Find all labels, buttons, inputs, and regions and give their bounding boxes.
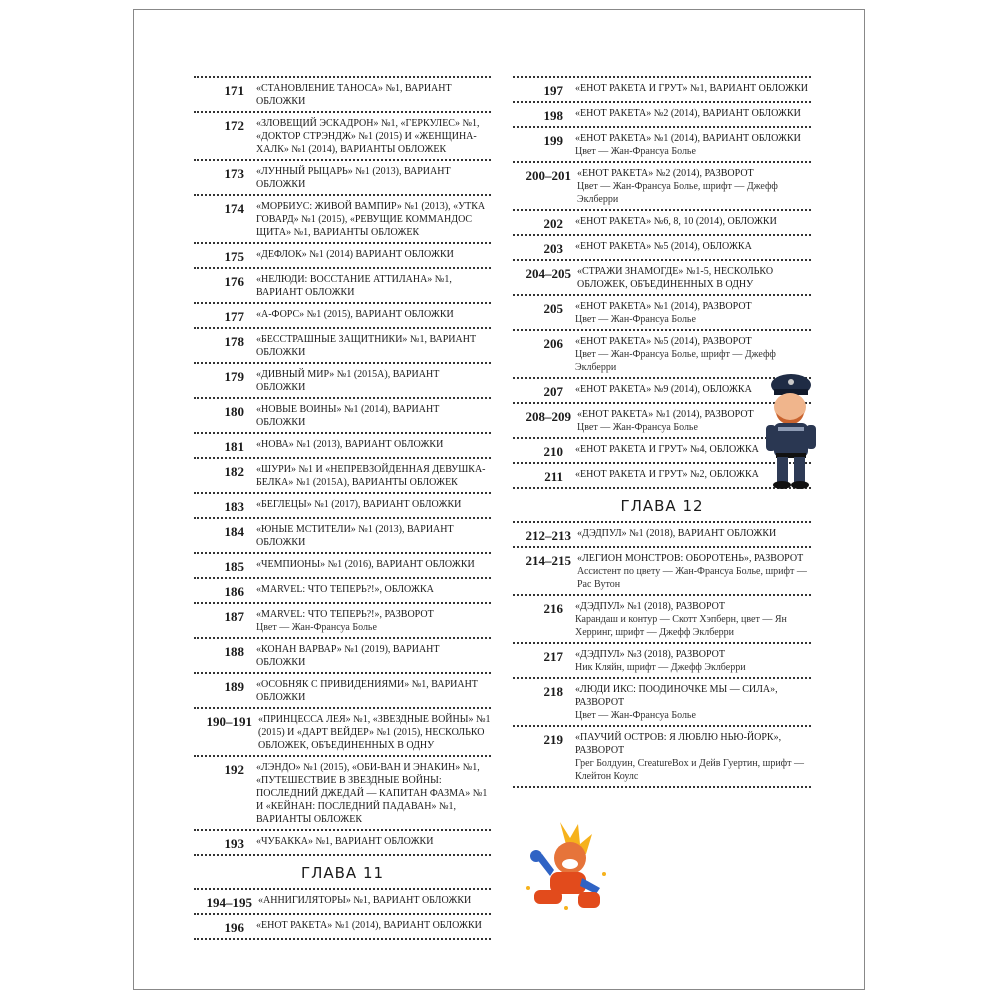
entry-text — [256, 608, 491, 634]
page-number: 190–191 — [206, 714, 252, 729]
entry-text — [256, 308, 491, 324]
entry-text — [575, 300, 811, 326]
entry-title: «ЕНОТ РАКЕТА» №2 (2014), ВАРИАНТ ОБЛОЖКИ — [575, 108, 801, 119]
entry-text — [256, 558, 491, 574]
entry-text — [256, 678, 491, 704]
page-number: 219 — [543, 732, 563, 747]
list-item — [194, 492, 491, 517]
entry-text — [575, 132, 811, 158]
list-item — [194, 76, 491, 111]
entry-text — [256, 248, 491, 264]
entry-text — [256, 273, 491, 299]
entry-title: «ЮНЫЕ МСТИТЕЛИ» №1 (2013), ВАРИАНТ ОБЛОЖКИ — [256, 524, 454, 548]
entry-text — [577, 527, 811, 543]
page-number: 192 — [224, 762, 244, 777]
entry-text — [575, 683, 811, 722]
entry-text — [256, 523, 491, 549]
page-number: 200–201 — [525, 168, 571, 183]
page-number: 205 — [543, 301, 563, 316]
entry-title: «ДЭДПУЛ» №1 (2018), ВАРИАНТ ОБЛОЖКИ — [577, 528, 777, 539]
page-number: 206 — [543, 336, 563, 351]
entry-text — [256, 117, 491, 156]
entry-credit: Ник Кляйн, шрифт — Джефф Эклберри — [575, 662, 746, 673]
list-item — [513, 161, 811, 209]
page-number: 175 — [224, 249, 244, 264]
entry-text — [575, 600, 811, 639]
list-item — [194, 517, 491, 552]
page-number: 210 — [543, 444, 563, 459]
entry-title: «НОВА» №1 (2013), ВАРИАНТ ОБЛОЖКИ — [256, 439, 444, 450]
list-item — [513, 521, 811, 546]
entry-text — [256, 835, 491, 851]
page-number: 197 — [543, 83, 563, 98]
entry-title: «ЧЕМПИОНЫ» №1 (2016), ВАРИАНТ ОБЛОЖКИ — [256, 559, 475, 570]
entry-title: «ЕНОТ РАКЕТА» №6, 8, 10 (2014), ОБЛОЖКИ — [575, 216, 777, 227]
entry-title: «ШУРИ» №1 И «НЕПРЕВЗОЙДЕННАЯ ДЕВУШКА-БЕЛКА» №1 (2015А), ВАРИАНТЫ ОБЛОЖЕК — [256, 464, 486, 488]
list-item — [194, 829, 491, 856]
entry-credit: Цвет — Жан-Франсуа Болье, шрифт — Джефф Эклберри — [577, 181, 778, 205]
entry-title: «ЕНОТ РАКЕТА И ГРУТ» №4, ОБЛОЖКА — [575, 444, 759, 455]
entry-title: «ЕНОТ РАКЕТА» №9 (2014), ОБЛОЖКА — [575, 384, 752, 395]
page-number: 214–215 — [525, 553, 571, 568]
list-item — [194, 194, 491, 242]
list-item — [513, 126, 811, 161]
page-number: 183 — [224, 499, 244, 514]
page-number: 218 — [543, 684, 563, 699]
list-item — [513, 259, 811, 294]
entry-text — [577, 552, 811, 591]
page-number: 196 — [224, 920, 244, 935]
entry-credit: Карандаш и контур — Скотт Хэпберн, цвет — Ян Херринг, шрифт — Джефф Эклберри — [575, 614, 787, 638]
left-entries-chapter-10 — [194, 76, 491, 856]
entry-title: «MARVEL: ЧТО ТЕПЕРЬ?!», ОБЛОЖКА — [256, 584, 434, 595]
entry-title: «ЕНОТ РАКЕТА» №1 (2014), РАЗВОРОТ — [577, 409, 754, 420]
entry-text — [256, 438, 491, 454]
entry-title: «ЛЮДИ ИКС: ПООДИНОЧКЕ МЫ — СИЛА», РАЗВОРОТ — [575, 684, 778, 708]
list-item — [513, 725, 811, 788]
entry-text — [256, 583, 491, 599]
page-number: 208–209 — [525, 409, 571, 424]
list-item — [194, 707, 491, 755]
entry-text — [256, 165, 491, 191]
entry-text — [258, 713, 491, 752]
left-column — [194, 76, 491, 940]
page-number: 177 — [224, 309, 244, 324]
page-number: 172 — [224, 118, 244, 133]
page-number: 179 — [224, 369, 244, 384]
page-number: 174 — [224, 201, 244, 216]
entry-title: «ПАУЧИЙ ОСТРОВ: Я ЛЮБЛЮ НЬЮ-ЙОРК», РАЗВОРОТ — [575, 732, 782, 756]
list-item — [194, 111, 491, 159]
chapter-heading-11: ГЛАВА 11 — [300, 864, 385, 882]
page-number: 178 — [224, 334, 244, 349]
right-entries-chapter-12 — [513, 521, 811, 788]
list-item — [194, 602, 491, 637]
flame-character-illustration — [520, 818, 612, 914]
page-number: 185 — [224, 559, 244, 574]
entry-title: «ЕНОТ РАКЕТА И ГРУТ» №2, ОБЛОЖКА — [575, 469, 759, 480]
page-number: 204–205 — [525, 266, 571, 281]
page-number: 216 — [543, 601, 563, 616]
entry-text — [258, 894, 491, 910]
list-item — [194, 457, 491, 492]
list-item — [194, 577, 491, 602]
list-item — [194, 432, 491, 457]
entry-title: «ЕНОТ РАКЕТА» №5 (2014), РАЗВОРОТ — [575, 336, 752, 347]
list-item — [194, 552, 491, 577]
police-character-illustration — [760, 365, 822, 493]
list-item — [194, 397, 491, 432]
page-number: 184 — [224, 524, 244, 539]
entry-text — [256, 761, 491, 826]
entry-title: «MARVEL: ЧТО ТЕПЕРЬ?!», РАЗВОРОТ — [256, 609, 434, 620]
page-number: 182 — [224, 464, 244, 479]
entry-credit: Цвет — Жан-Франсуа Болье — [256, 622, 377, 633]
entry-credit: Цвет — Жан-Франсуа Болье — [575, 314, 696, 325]
page-number: 187 — [224, 609, 244, 624]
entry-title: «СТРАЖИ ЗНАМОГДЕ» №1-5, НЕСКОЛЬКО ОБЛОЖЕК, ОБЪЕДИНЕННЫХ В ОДНУ — [577, 266, 774, 290]
entry-text — [256, 368, 491, 394]
page-number: 189 — [224, 679, 244, 694]
entry-text — [575, 107, 811, 123]
entry-title: «ЕНОТ РАКЕТА» №1 (2014), ВАРИАНТ ОБЛОЖКИ — [256, 920, 482, 931]
entry-title: «БЕССТРАШНЫЕ ЗАЩИТНИКИ» №1, ВАРИАНТ ОБЛОЖКИ — [256, 334, 477, 358]
page-number: 180 — [224, 404, 244, 419]
entry-title: «А-ФОРС» №1 (2015), ВАРИАНТ ОБЛОЖКИ — [256, 309, 454, 320]
entry-text — [256, 403, 491, 429]
list-item — [513, 209, 811, 234]
list-item — [194, 242, 491, 267]
list-item — [513, 594, 811, 642]
entry-credit: Грег Болдуин, CreatureBox и Дейв Гуертин, шрифт — Клейтон Коулс — [575, 758, 805, 782]
entry-title: «ОСОБНЯК С ПРИВИДЕНИЯМИ» №1, ВАРИАНТ ОБЛОЖКИ — [256, 679, 478, 703]
entry-text — [575, 215, 811, 231]
entry-title: «БЕГЛЕЦЫ» №1 (2017), ВАРИАНТ ОБЛОЖКИ — [256, 499, 462, 510]
entry-text — [256, 200, 491, 239]
list-item — [194, 302, 491, 327]
entry-title: «ДЭДПУЛ» №1 (2018), РАЗВОРОТ — [575, 601, 725, 612]
page-number: 181 — [224, 439, 244, 454]
entry-title: «МОРБИУС: ЖИВОЙ ВАМПИР» №1 (2013), «УТКА ГОВАРД» №1 (2015), «РЕВУЩИЕ КОММАНДОС ЩИТА» №1, ВАРИАНТЫ ОБЛОЖЕК — [256, 201, 486, 238]
entry-title: «ДЭДПУЛ» №3 (2018), РАЗВОРОТ — [575, 649, 725, 660]
entry-title: «ЕНОТ РАКЕТА» №1 (2014), РАЗВОРОТ — [575, 301, 752, 312]
list-item — [513, 546, 811, 594]
entry-text — [256, 463, 491, 489]
entry-text — [256, 498, 491, 514]
entry-title: «КОНАН ВАРВАР» №1 (2019), ВАРИАНТ ОБЛОЖКИ — [256, 644, 440, 668]
entry-text — [256, 643, 491, 669]
entry-text — [575, 731, 811, 783]
entry-credit: Цвет — Жан-Франсуа Болье — [575, 146, 696, 157]
entry-credit: Ассистент по цвету — Жан-Франсуа Болье, шрифт — Рас Вутон — [577, 566, 807, 590]
entry-title: «НОВЫЕ ВОИНЫ» №1 (2014), ВАРИАНТ ОБЛОЖКИ — [256, 404, 440, 428]
entry-text — [256, 919, 491, 935]
page-number: 203 — [543, 241, 563, 256]
entry-text — [256, 82, 491, 108]
entry-title: «ЧУБАККА» №1, ВАРИАНТ ОБЛОЖКИ — [256, 836, 434, 847]
entry-text — [577, 265, 811, 291]
list-item — [194, 755, 491, 829]
list-item — [513, 294, 811, 329]
entry-credit: Цвет — Жан-Франсуа Болье — [575, 710, 696, 721]
list-item — [513, 76, 811, 101]
entry-title: «ЕНОТ РАКЕТА» №1 (2014), ВАРИАНТ ОБЛОЖКИ — [575, 133, 801, 144]
entry-title: «ЗЛОВЕЩИЙ ЭСКАДРОН» №1, «ГЕРКУЛЕС» №1, «ДОКТОР СТРЭНДЖ» №1 (2015) И «ЖЕНЩИНА-ХАЛК» №1 (2014), ВАРИАНТЫ ОБЛОЖЕК — [256, 118, 480, 155]
page-number: 186 — [224, 584, 244, 599]
list-item — [194, 637, 491, 672]
list-item — [513, 677, 811, 725]
list-item — [513, 234, 811, 259]
page-number: 198 — [543, 108, 563, 123]
page-number: 193 — [224, 836, 244, 851]
list-item — [194, 672, 491, 707]
page-number: 171 — [224, 83, 244, 98]
entry-text — [575, 240, 811, 256]
entry-title: «СТАНОВЛЕНИЕ ТАНОСА» №1, ВАРИАНТ ОБЛОЖКИ — [256, 83, 452, 107]
entry-title: «ЛЭНДО» №1 (2015), «ОБИ-ВАН И ЭНАКИН» №1, «ПУТЕШЕСТВИЕ В ЗВЕЗДНЫЕ ВОЙНЫ: ПОСЛЕДНИЙ ДЖЕДАЙ — КАПИТАН ФАЗМА» №1 И «КЕЙНАН: ПОСЛЕДНИЙ ПАДАВАН» №1, ВАРИАНТЫ ОБЛОЖЕК — [256, 762, 488, 825]
page-number: 202 — [543, 216, 563, 231]
entry-title: «НЕЛЮДИ: ВОССТАНИЕ АТТИЛАНА» №1, ВАРИАНТ ОБЛОЖКИ — [256, 274, 452, 298]
entry-title: «ЕНОТ РАКЕТА И ГРУТ» №1, ВАРИАНТ ОБЛОЖКИ — [575, 83, 808, 94]
page-number: 188 — [224, 644, 244, 659]
entry-title: «ДИВНЫЙ МИР» №1 (2015А), ВАРИАНТ ОБЛОЖКИ — [256, 369, 440, 393]
entry-title: «АННИГИЛЯТОРЫ» №1, ВАРИАНТ ОБЛОЖКИ — [258, 895, 472, 906]
entry-text — [577, 167, 811, 206]
page-number: 176 — [224, 274, 244, 289]
chapter-heading-12: ГЛАВА 12 — [620, 497, 704, 515]
entry-title: «ДЕФЛОК» №1 (2014) ВАРИАНТ ОБЛОЖКИ — [256, 249, 454, 260]
page-number: 211 — [544, 469, 563, 484]
entry-text — [575, 648, 811, 674]
page-number: 207 — [543, 384, 563, 399]
list-item — [513, 101, 811, 126]
entry-credit: Цвет — Жан-Франсуа Болье — [577, 422, 698, 433]
list-item — [194, 159, 491, 194]
entry-text — [256, 333, 491, 359]
entry-title: «ЛЕГИОН МОНСТРОВ: ОБОРОТЕНЬ», РАЗВОРОТ — [577, 553, 804, 564]
entry-title: «ЛУННЫЙ РЫЦАРЬ» №1 (2013), ВАРИАНТ ОБЛОЖКИ — [256, 166, 451, 190]
page-number: 217 — [543, 649, 563, 664]
list-item — [194, 267, 491, 302]
list-item — [194, 362, 491, 397]
entry-text — [575, 82, 811, 98]
page-number: 173 — [224, 166, 244, 181]
entry-credit: Цвет — Жан-Франсуа Болье, шрифт — Джефф Эклберри — [575, 349, 776, 373]
list-item — [513, 642, 811, 677]
page-number: 194–195 — [206, 895, 252, 910]
left-entries-chapter-11 — [194, 888, 491, 940]
list-item — [194, 913, 491, 940]
head — [554, 842, 586, 874]
list-item — [194, 327, 491, 362]
page-number: 212–213 — [525, 528, 571, 543]
page-number: 199 — [543, 133, 563, 148]
list-item — [194, 888, 491, 913]
entry-title: «ПРИНЦЕССА ЛЕЯ» №1, «ЗВЕЗДНЫЕ ВОЙНЫ» №1 (2015) И «ДАРТ ВЕЙДЕР» №1 (2015), НЕСКОЛЬКО ОБЛОЖЕК, ОБЪЕДИНЕННЫХ В ОДНУ — [258, 714, 491, 751]
entry-title: «ЕНОТ РАКЕТА» №5 (2014), ОБЛОЖКА — [575, 241, 752, 252]
entry-title: «ЕНОТ РАКЕТА» №2 (2014), РАЗВОРОТ — [577, 168, 754, 179]
